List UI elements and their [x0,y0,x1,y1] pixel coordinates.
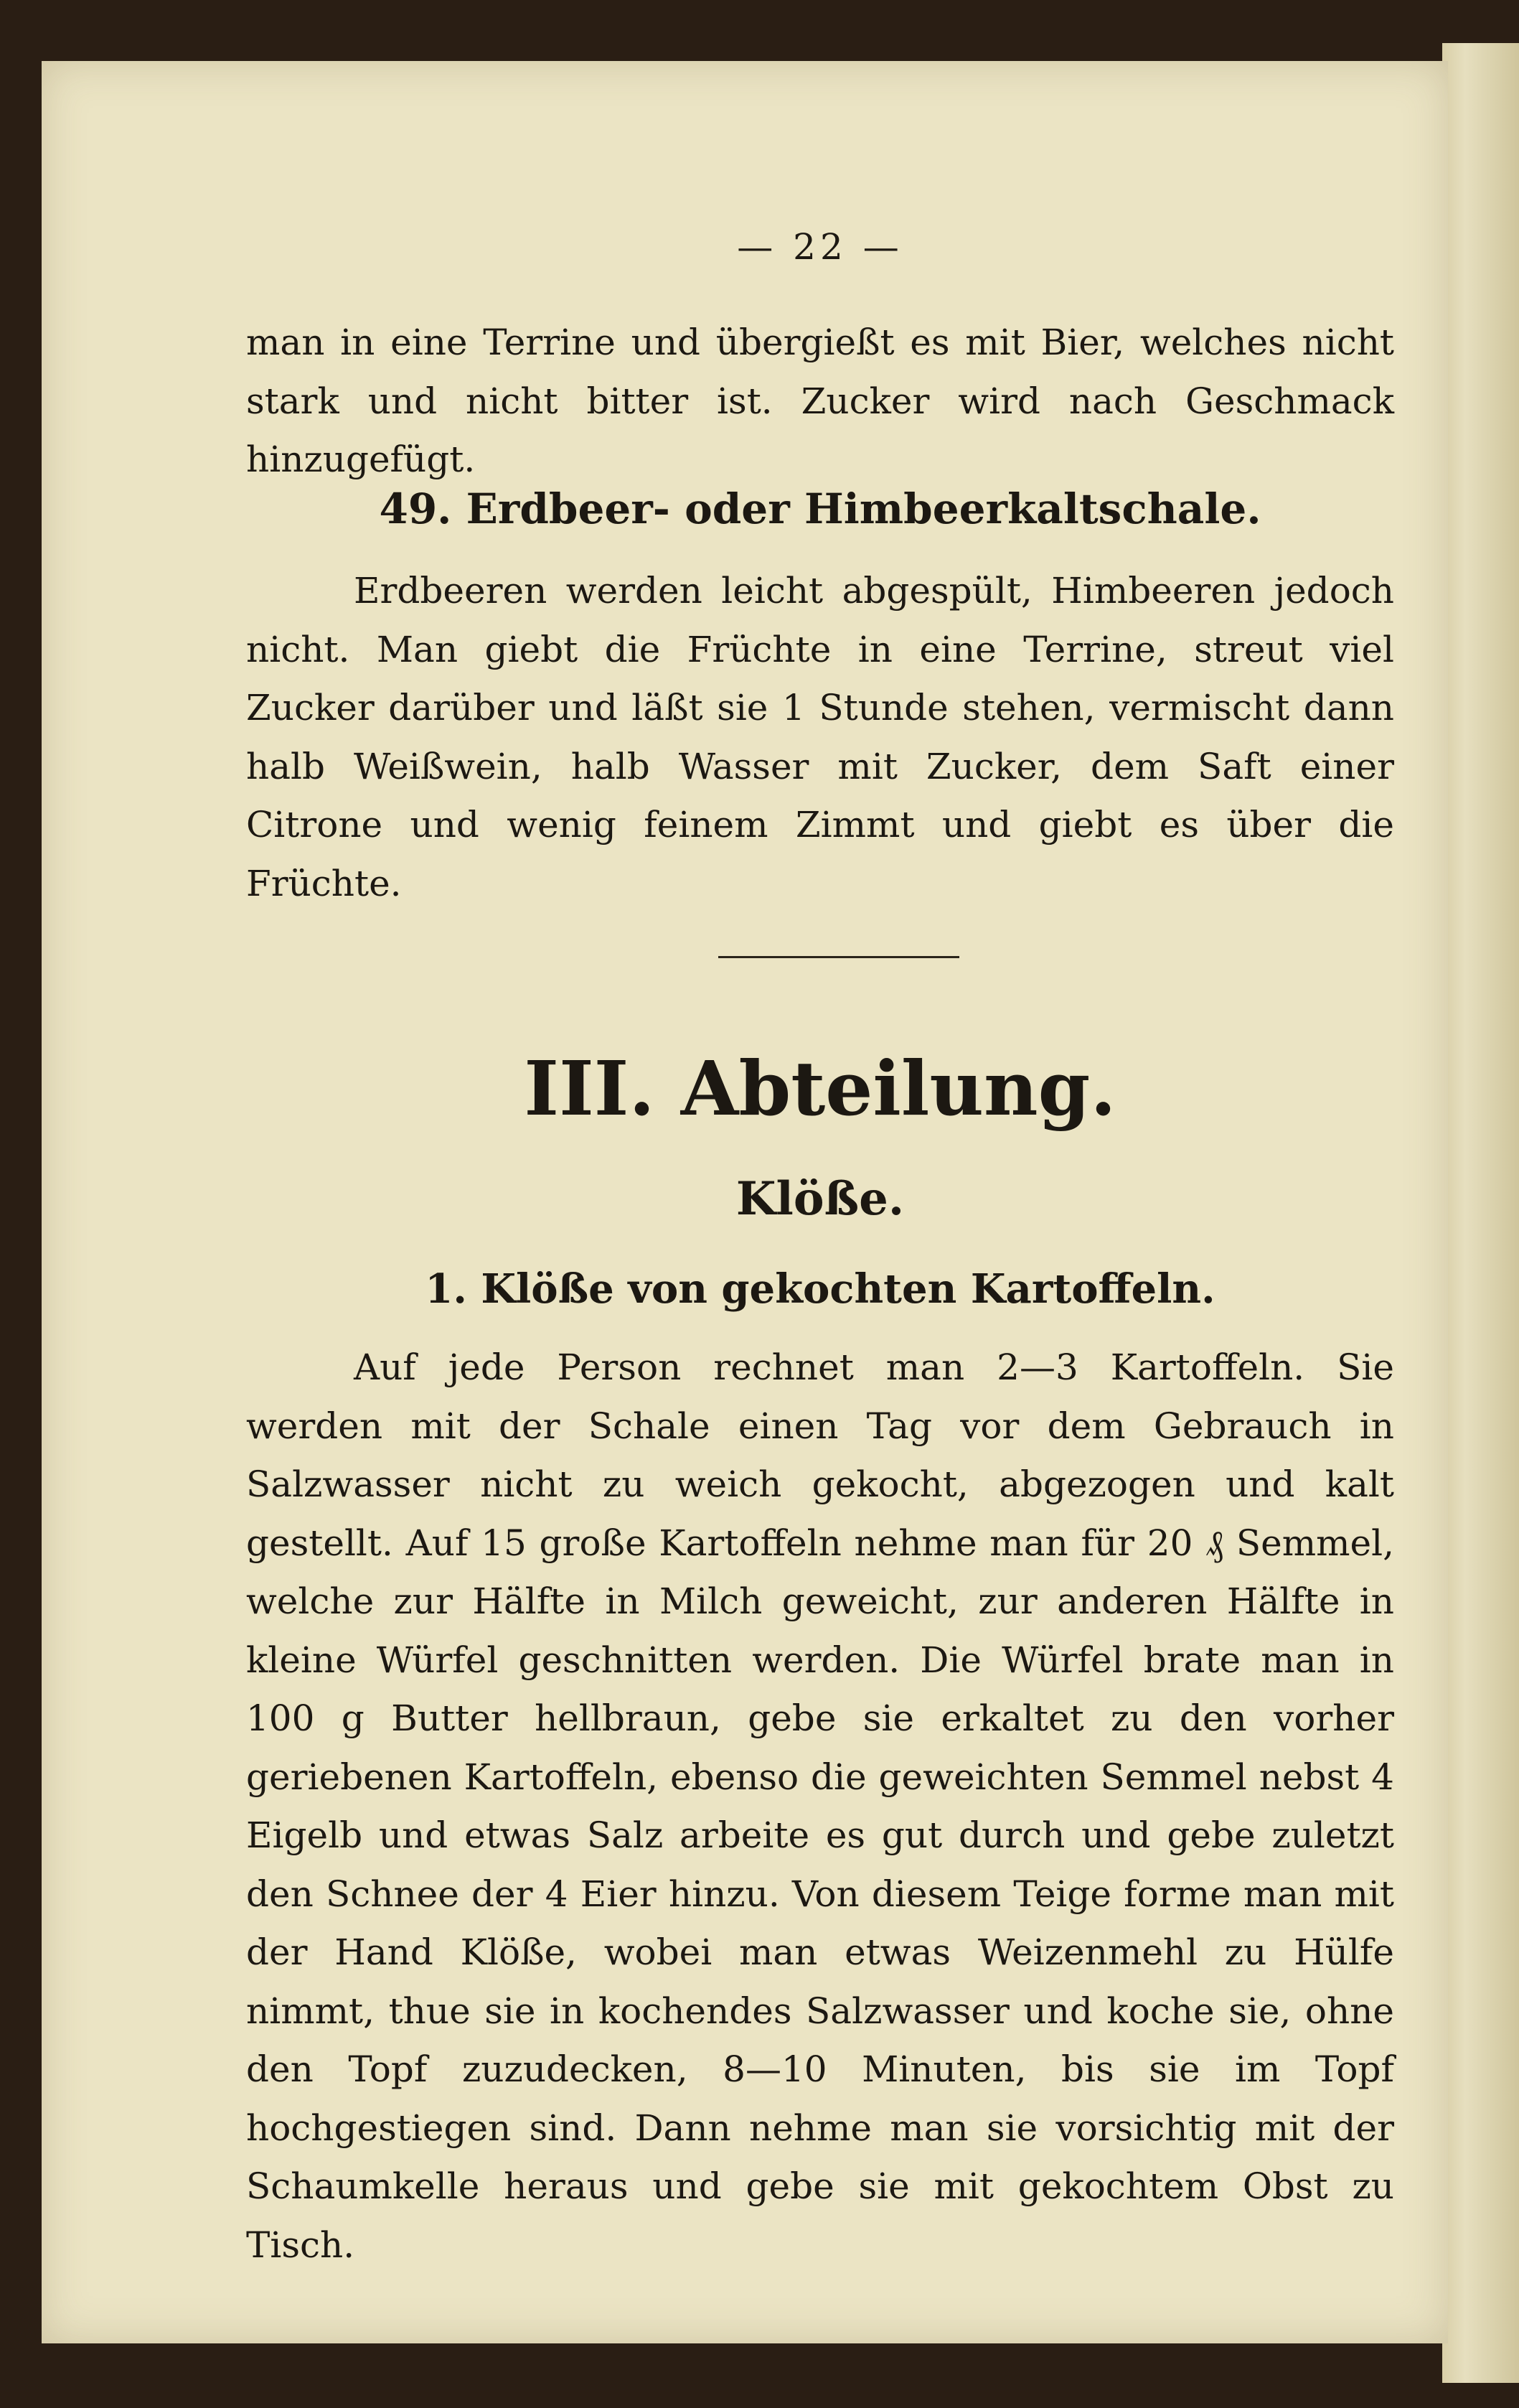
page-number: — 22 — [737,226,903,268]
section-divider [718,956,959,958]
recipe-1-text: Auf jede Person rechnet man 2—3 Kartoffeln. Sie werden mit der Schale einen Tag vor dem Gebrauch in Salzwasser nicht zu weich gekocht, abgezogen und kalt gestellt. Auf 15 große Kartoffeln nehme man für 20 ₰ Semmel, welche zur Hälfte in Milch geweicht, zur anderen Hälfte in kleine Würfel geschnitten werden. Die Würfel brate man in 100 g Butter hellbraun, gebe sie erkaltet zu den vorher geriebenen Kartoffeln, ebenso die geweichten Semmel nebst 4 Eigelb und etwas Salz arbeite es gut durch und gebe zuletzt den Schnee der 4 Eier hinzu. Von diesem Teige forme man mit der Hand Klöße, wobei man etwas Weizenmehl zu Hülfe nimmt, thue sie in kochendes Salzwasser und koche sie, ohne den Topf zuzudecken, 8—10 Minuten, bis sie im Topf hochgestiegen sind. Dann nehme man sie vorsichtig mit der Schaumkelle heraus und gebe sie mit gekochtem Obst zu Tisch. [246,1346,1394,2266]
recipe-1-title: 1. Klöße von gekochten Kartoffeln. [425,1265,1215,1313]
paragraph-continuation: man in eine Terrine und übergießt es mit Bier, welches nicht stark und nicht bitter ist. Zucker wird nach Geschmack hinzugefügt. [246,322,1394,480]
recipe-49-text: Erdbeeren werden leicht abgespült, Himbeeren jedoch nicht. Man giebt die Früchte in eine Terrine, streut viel Zucker darüber und läßt sie 1 Stunde stehen, vermischt dann halb Weißwein, halb Wasser mit Zucker, dem Saft einer Citrone und wenig feinem Zimmt und giebt es über die Früchte. [246,570,1394,904]
section-subtitle: Klöße. [735,1172,905,1226]
recipe-49-title: 49. Erdbeer- oder Himbeerkaltschale. [379,484,1261,533]
next-page-edge [1442,43,1519,2383]
section-title: III. Abteilung. [524,1044,1116,1133]
book-page [42,61,1448,2343]
